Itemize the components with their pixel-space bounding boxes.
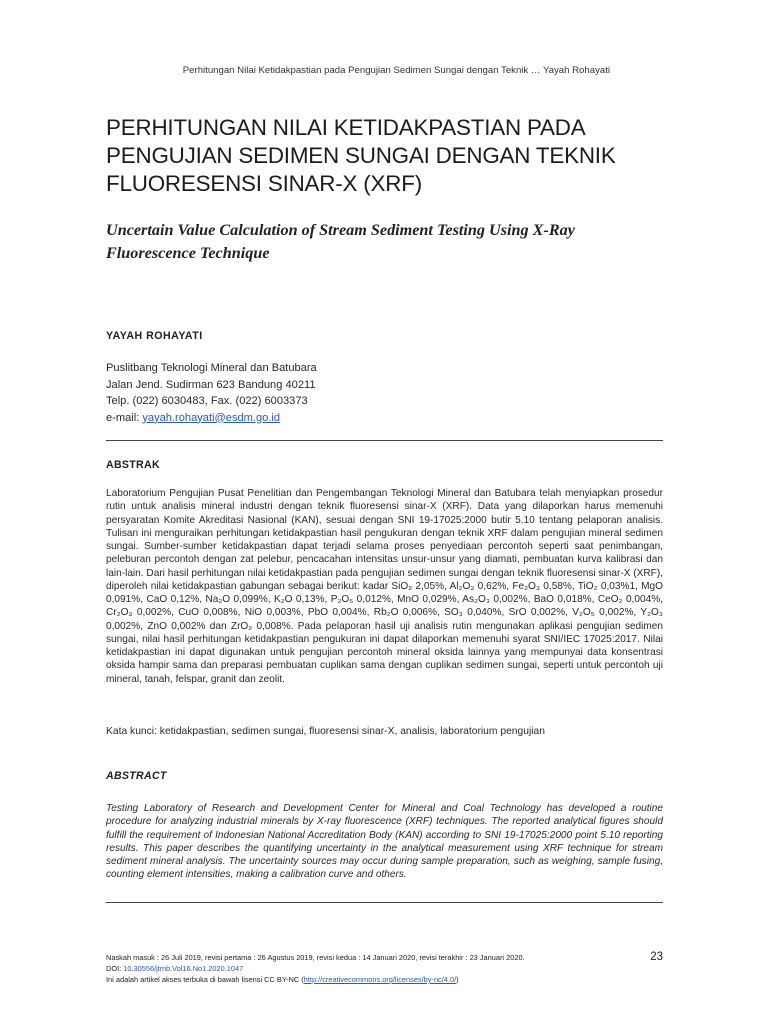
email-label: e-mail: — [106, 411, 143, 424]
abstrak-text: Laboratorium Pengujian Pusat Penelitian dan Pengembangan Teknologi Mineral dan Batubara telah menyiapkan prosedur rutin untuk analisis mineral industri dengan teknik fluoresensi sinar-X (XRF). Data yang dilaporkan harus memenuhi persyaratan Komite Akreditasi Nasional (KAN), sesuai dengan SNI 19-17025:2000 butir 5.10 tentang pelaporan analisis. Tulisan ini menguraikan perhitungan ketidakpastian hasil pengukuran dengan teknik XRF dalam pengujian mineral sedimen sungai. Sumber-sumber ketidakpastian dapat terjadi selama proses penyediaan percontoh seperti saat penimbangan, peleburan percontoh dengan zat pelebur, pencacahan intensitas unsur-unsur yang diamati, pembuatan kurva kalibrasi dan lain-lain. Dari hasil perhitungan nilai ketidakpastian pada pengujian sedimen sungai dengan teknik fluoresensi sinar-X (XRF), diperoleh nilai ketidakpastian gabungan sebagai berikut: kadar SiO₂ 2,05%, Al₂O₃ 0,62%, Fe₂O₃ 0,58%, TiO₂ 0,03%1, MgO 0,091%, CaO 0,12%, Na₂O 0,099%, K₂O 0,13%, P₂O₅ 0,012%, MnO 0,029%, As₂O₃ 0,002%, BaO 0,018%, CeO₂ 0,004%, Cr₂O₃ 0,002%, CuO 0,008%, NiO 0,003%, PbO 0,004%, Rb₂O 0,006%, SO₃ 0,040%, SrO 0,002%, V₂O₅ 0,002%, Y₂O₃ 0,002%, ZnO 0,002% dan ZrO₂ 0,008%. Pada pelaporan hasil uji analisis rutin mengunakan aplikasi pengujian sedimen sungai, nilai hasil perhitungan ketidakpastian pengukuran ini dapat dilaporkan memenuhi syarat SNI/IEC 17025:2017. Nilai ketidakpastian ini dapat digunakan untuk pengujian percontoh mineral oksida lainnya yang mempunyai data konsentrasi oksida hampir sama dan preparasi pembuatan cuplikan sama dengan cuplikan sedimen sungai, seperti untuk percontoh uji mineral, tanah, felspar, granit dan zeolit. — [106, 488, 663, 685]
license-link[interactable]: http://creativecommons.org/licenses/by-nc/4.0/ — [303, 975, 457, 984]
author-name: YAYAH ROHAYATI — [106, 330, 203, 342]
page-number: 23 — [650, 951, 663, 963]
paper-title — [106, 114, 666, 198]
keywords: Kata kunci: ketidakpastian, sedimen sungai, fluoresensi sinar-X, analisis, laboratorium pengujian — [106, 726, 546, 737]
title-line: FLUORESENSI SINAR-X (XRF) — [106, 171, 422, 196]
subtitle-line: Uncertain Value Calculation of Stream Sediment Testing Using X-Ray — [106, 221, 575, 239]
doi-line — [106, 963, 606, 974]
institution: Puslitbang Teknologi Mineral dan Batubara — [106, 362, 317, 374]
abstract-heading: ABSTRACT — [106, 770, 167, 782]
title-line: PERHITUNGAN NILAI KETIDAKPASTIAN PADA — [106, 115, 586, 140]
abstract-text: Testing Laboratory of Research and Development Center for Mineral and Coal Technology has developed a routine procedure for analyzing industrial minerals by X-ray fluorescence (XRF) techniques. The reported analytical figures should fulfill the requirement of Indonesian National Accreditation Body (KAN) according to SNI 19-17025:2000 point 5.10 reporting results. This paper describes the quantifying uncertainty in the analytical measurement using XRF technique for stream sediment mineral analysis. The uncertainty sources may occur during sample preparation, such as weighing, sample fusing, counting element intensities, making a calibration curve and others. — [106, 803, 663, 881]
license-text: Ini adalah artikel akses terbuka di bawah lisensi CC BY-NC ( — [106, 975, 304, 984]
article-footer — [106, 952, 606, 985]
subtitle-line: Fluorescence Technique — [106, 244, 270, 262]
running-head: Perhitungan Nilai Ketidakpastian pada Pengujian Sedimen Sungai dengan Teknik … Yayah Rohayati — [182, 65, 610, 76]
address: Jalan Jend. Sudirman 623 Bandung 40211 — [106, 378, 316, 391]
footer-divider — [106, 902, 663, 903]
license-line — [106, 974, 606, 985]
received-dates: Naskah masuk : 26 Juli 2019, revisi pertama : 26 Agustus 2019, revisi kedua : 14 Januari 2020, revisi terakhir : 23 Januari 2020. — [106, 953, 525, 962]
author-affiliation — [106, 360, 506, 426]
phone-fax: Telp. (022) 6030483, Fax. (022) 6003373 — [106, 395, 308, 407]
license-close: ) — [456, 975, 459, 984]
title-line: PENGUJIAN SEDIMEN SUNGAI DENGAN TEKNIK — [106, 143, 616, 168]
abstrak-heading: ABSTRAK — [106, 459, 160, 471]
doi-link[interactable]: 10.30556/jtmb.Vol16.No1.2020.1047 — [123, 964, 244, 973]
email-line — [106, 410, 506, 427]
doi-label: DOI: — [106, 964, 124, 973]
section-divider — [106, 440, 663, 441]
email-link[interactable]: yayah.rohayati@esdm.go.id — [142, 411, 281, 424]
english-title — [106, 219, 666, 265]
